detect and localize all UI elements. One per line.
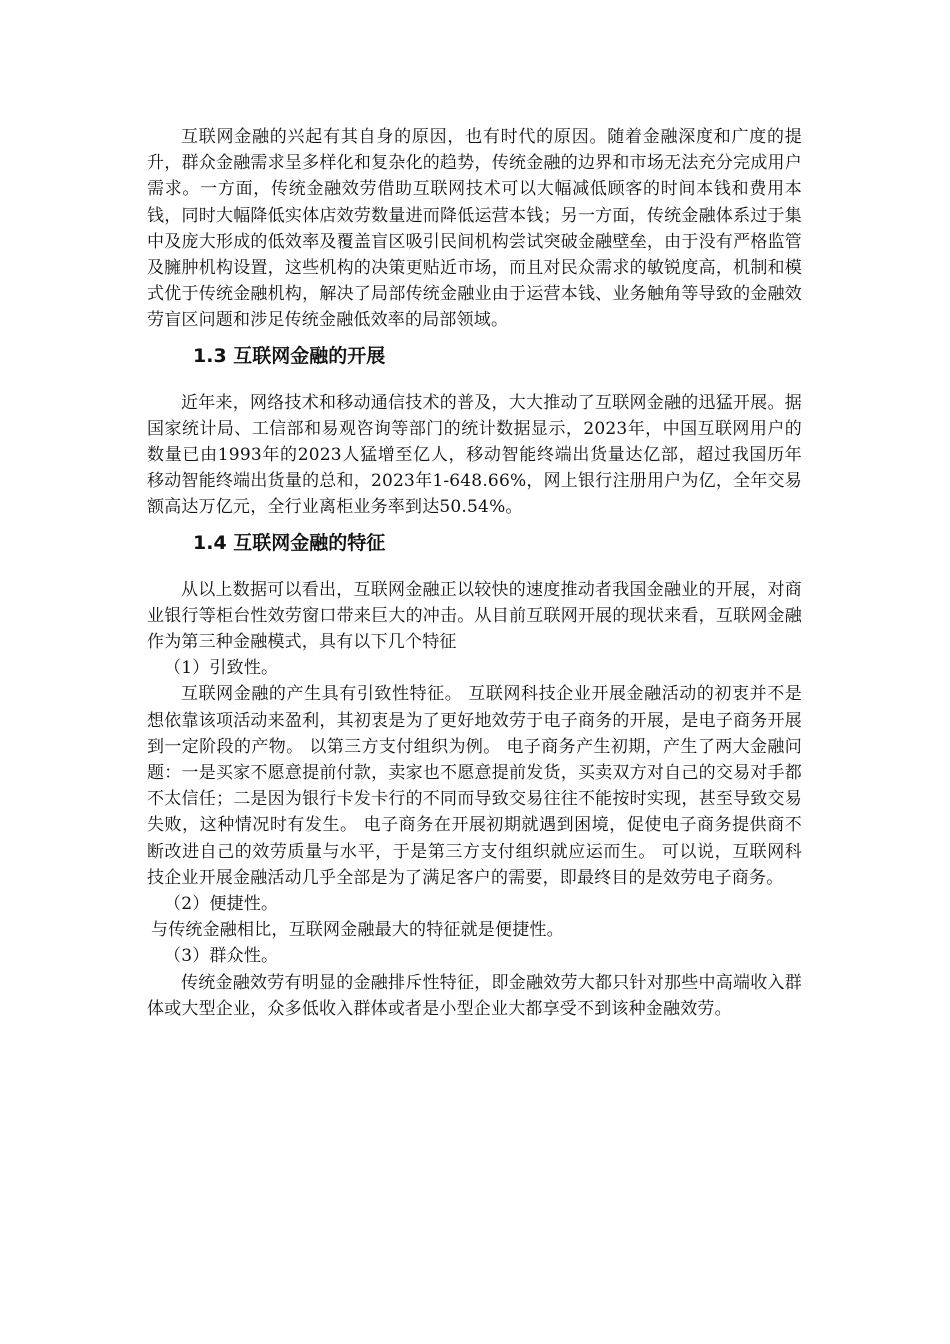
feature-3-text: 传统金融效劳有明显的金融排斥性特征，即金融效劳大都只针对那些中高端收入群体或大型企业，众多低收入群体或者是小型企业大都享受不到该种金融效劳。 — [147, 972, 802, 1019]
feature-1-label: （1）引致性。 — [164, 658, 279, 679]
feature-3-label: （3）群众性。 — [164, 946, 279, 967]
paragraph-features-intro: 从以上数据可以看出，互联网金融正以较快的速度推动者我国金融业的开展，对商业银行等柜台性效劳窗口带来巨大的冲击。从目前互联网开展的现状来看，互联网金融作为第三种金融模式，具有以下几个特征 — [147, 579, 802, 653]
heading-1-3: 1.3 互联网金融的开展 — [193, 344, 386, 367]
spacer — [147, 557, 802, 577]
paragraph-origins: 互联网金融的兴起有其自身的原因，也有时代的原因。随着金融深度和广度的提升，群众金融需求呈多样化和复杂化的趋势，传统金融的边界和市场无法充分完成用户需求。一方面，传统金融效劳借助互联网技术可以大幅减低顾客的时间本钱和费用本钱，同时大幅降低实体店效劳数量进而降低运营本钱；另一方面，传统金融体系过于集中及庞大形成的低效率及覆盖盲区吸引民间机构尝试突破金融壁垒，由于没有严格监管及臃肿机构设置，这些机构的决策更贴近市场，而且对民众需求的敏锐度高，机制和模式优于传统金融机构，解决了局部传统金融业由于运营本钱、业务触角等导致的金融效劳盲区问题和涉足传统金融低效率的局部领域。 — [147, 127, 802, 331]
feature-1-text: 互联网金融的产生具有引致性特征。 互联网科技企业开展金融活动的初衷并不是想依靠该项活动来盈利，其初衷是为了更好地效劳于电子商务的开展，是电子商务开展到一定阶段的产物。 以第三方支付组织为例。 电子商务产生初期，产生了两大金融问题：一是买家不愿意提前付款，卖家也不愿意提前发货，买卖双方对自己的交易对手都不太信任；二是因为银行卡发卡行的不同而导致交易往往不能按时实现，甚至导致交易失败，这种情况时有发生。 电子商务在开展初期就遇到困境，促使电子商务提供商不断改进自己的效劳质量与水平，于是第三方支付组织就应运而生。 可以说，互联网科技企业开展金融活动几乎全部是为了满足客户的需要，即最终目的是效劳电子商务。 — [147, 684, 802, 888]
feature-2-label: （2）便捷性。 — [164, 894, 279, 915]
spacer — [147, 521, 802, 529]
document-page — [147, 124, 802, 1022]
spacer — [147, 370, 802, 390]
feature-2-text: 与传统金融相比，互联网金融最大的特征就是便捷性。 — [151, 920, 564, 941]
heading-1-4: 1.4 互联网金融的特征 — [193, 531, 386, 554]
paragraph-development: 近年来，网络技术和移动通信技术的普及，大大推动了互联网金融的迅猛开展。据国家统计局、工信部和易观咨询等部门的统计数据显示，2023年，中国互联网用户的数量已由1993年的2023人猛增至亿人，移动智能终端出货量达亿部，超过我国历年移动智能终端出货量的总和，2023年1-648.66%，网上银行注册用户为亿，全年交易额高达万亿元，全行业离柜业务率到达50.54%。 — [147, 392, 802, 518]
spacer — [147, 334, 802, 342]
